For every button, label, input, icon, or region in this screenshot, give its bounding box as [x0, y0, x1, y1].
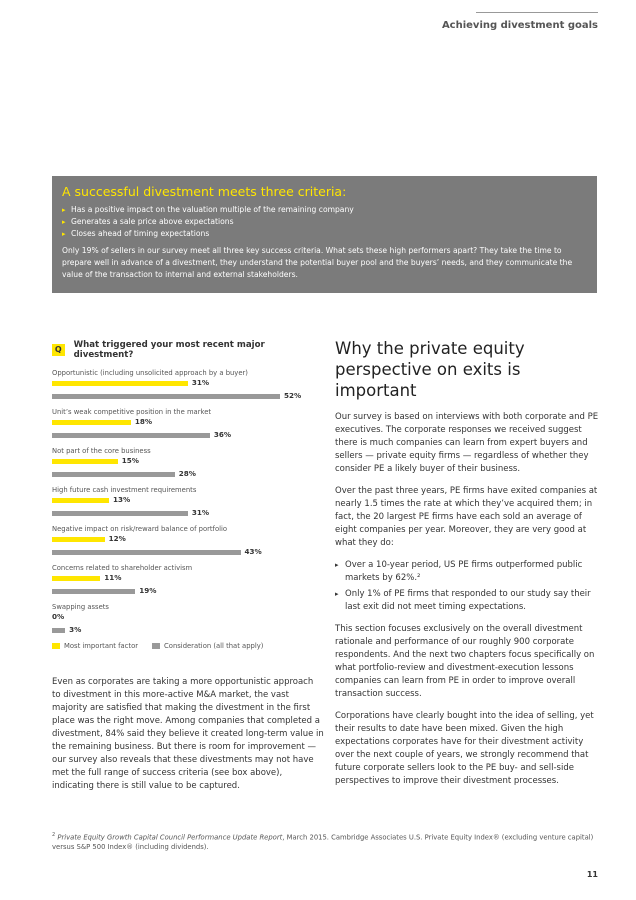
legend-swatch-primary: [52, 643, 60, 649]
chart-item: [52, 486, 320, 525]
value-label: 19%: [139, 586, 157, 595]
right-column: [335, 338, 599, 797]
footnote-text: , March 2015. Cambridge Associates U.S. Private Equity Index® (excluding venture capital) versus S&P 500 Index® (including dividends).: [52, 833, 594, 852]
bar-secondary: [52, 394, 280, 399]
bar-primary: [52, 576, 100, 581]
bullet-item: ▸ Only 1% of PE firms that responded to our study say their last exit did not meet timing expectations.: [335, 588, 599, 614]
criteria-callout-box: [52, 176, 597, 293]
body-paragraph: This section focuses exclusively on the overall divestment rationale and performance of our roughly 900 corporate respondents. And the next two chapters focus specifically on what portfolio-review and divestment-execution lessons companies can learn from PE in order to improve overall transaction success.: [335, 624, 595, 699]
header-rule: [476, 12, 598, 13]
divestment-trigger-chart: [52, 340, 320, 650]
criteria-item: ▸ Closes ahead of timing expectations: [62, 228, 587, 240]
bar-primary: [52, 381, 188, 386]
chart-item: [52, 447, 320, 486]
category-label: Opportunistic (including unsolicited approach by a buyer): [52, 369, 248, 377]
body-paragraph: Even as corporates are taking a more opportunistic approach to divestment in this more-active M&A market, the vast majority are satisfied that making the divestment in the first place was the right move. Among companies that completed a divestment, 84% said they believe it created long-term value in the remaining business. But there is room for improvement — our survey also reveals that these divestments may not have met the full range of success criteria (see box above), indicating there is still value to be captured.: [52, 677, 324, 791]
value-label: 3%: [69, 625, 82, 634]
bar-secondary: [52, 628, 65, 633]
criteria-item: ▸ Generates a sale price above expectations: [62, 216, 587, 228]
value-label: 13%: [113, 495, 131, 504]
category-label: Negative impact on risk/reward balance of portfolio: [52, 525, 228, 533]
value-label: 52%: [284, 391, 302, 400]
body-paragraph: Over the past three years, PE firms have exited companies at nearly 1.5 times the rate at which they’ve acquired them; in fact, the 20 largest PE firms have each sold an average of eight companies per year. Moreover, they are very good at what they do:: [335, 486, 598, 548]
bar-secondary: [52, 511, 188, 516]
criteria-title: A successful divestment meets three criteria:: [62, 184, 347, 199]
legend-swatch-secondary: [152, 643, 160, 649]
value-label: 43%: [244, 547, 262, 556]
running-header: Achieving divestment goals: [441, 20, 598, 31]
category-label: Swapping assets: [52, 603, 109, 611]
criteria-item: ▸ Has a positive impact on the valuation multiple of the remaining company: [62, 204, 587, 216]
chart-legend: [52, 642, 320, 650]
value-label: 11%: [104, 573, 122, 582]
bar-secondary: [52, 550, 241, 555]
chart-bars: [52, 369, 320, 642]
category-label: Concerns related to shareholder activism: [52, 564, 193, 572]
legend-label: Most important factor: [64, 642, 139, 650]
bar-primary: [52, 459, 118, 464]
chart-item: [52, 369, 320, 408]
body-paragraph: Our survey is based on interviews with both corporate and PE executives. The corporate responses we received suggest there is much companies can learn from expert buyers and sellers — private equity firms — regardless of whether they consider PE a likely buyer of their business.: [335, 412, 599, 474]
footnote: [52, 830, 600, 852]
legend-item: [52, 642, 138, 650]
question-badge: Q: [52, 344, 65, 356]
chart-item: [52, 525, 320, 564]
value-label: 15%: [121, 456, 139, 465]
chart-item: [52, 564, 320, 603]
bar-primary: [52, 420, 131, 425]
section-title: Why the private equity perspective on exits is important: [335, 339, 525, 400]
footnote-marker: 2: [52, 832, 56, 838]
body-paragraph: Corporations have clearly bought into the idea of selling, yet their results to date have been mixed. Given the high expectations corporates have for their divestment activity over the next couple of years, we strongly recommend that future corporate sellers look to the PE buy- and sell-side perspectives to improve their divestment processes.: [335, 711, 594, 786]
value-label: 36%: [213, 430, 232, 439]
category-label: High future cash investment requirements: [52, 486, 197, 494]
bullet-item: ▸ Over a 10-year period, US PE firms outperformed public markets by 62%.²: [335, 559, 599, 585]
value-label: 12%: [108, 534, 126, 543]
chart-question: What triggered your most recent major divestment?: [73, 340, 265, 360]
value-label: 31%: [191, 378, 210, 387]
chart-question-row: [52, 340, 320, 360]
legend-label: Consideration (all that apply): [164, 642, 264, 650]
bar-secondary: [52, 472, 175, 477]
value-label: 28%: [178, 469, 196, 478]
chart-item: [52, 603, 320, 642]
criteria-list: [62, 204, 587, 240]
value-label: 0%: [52, 612, 65, 621]
bar-secondary: [52, 433, 210, 438]
bullet-list: [335, 559, 599, 614]
value-label: 18%: [134, 417, 153, 426]
page-number: 11: [586, 870, 598, 879]
bar-primary: [52, 498, 109, 503]
legend-item: [152, 642, 263, 650]
bar-primary: [52, 537, 105, 542]
category-label: Unit’s weak competitive position in the market: [52, 408, 212, 416]
chart-item: [52, 408, 320, 447]
footnote-source-title: Private Equity Growth Capital Council Performance Update Report: [57, 833, 283, 842]
bar-secondary: [52, 589, 135, 594]
category-label: Not part of the core business: [52, 447, 151, 455]
criteria-description: Only 19% of sellers in our survey meet all three key success criteria. What sets these high performers apart? They take the time to prepare well in advance of a divestment, they understand the potential buyer pool and the buyers’ needs, and they communicate the value of the transaction to internal and external stakeholders.: [62, 246, 573, 279]
value-label: 31%: [191, 508, 210, 517]
